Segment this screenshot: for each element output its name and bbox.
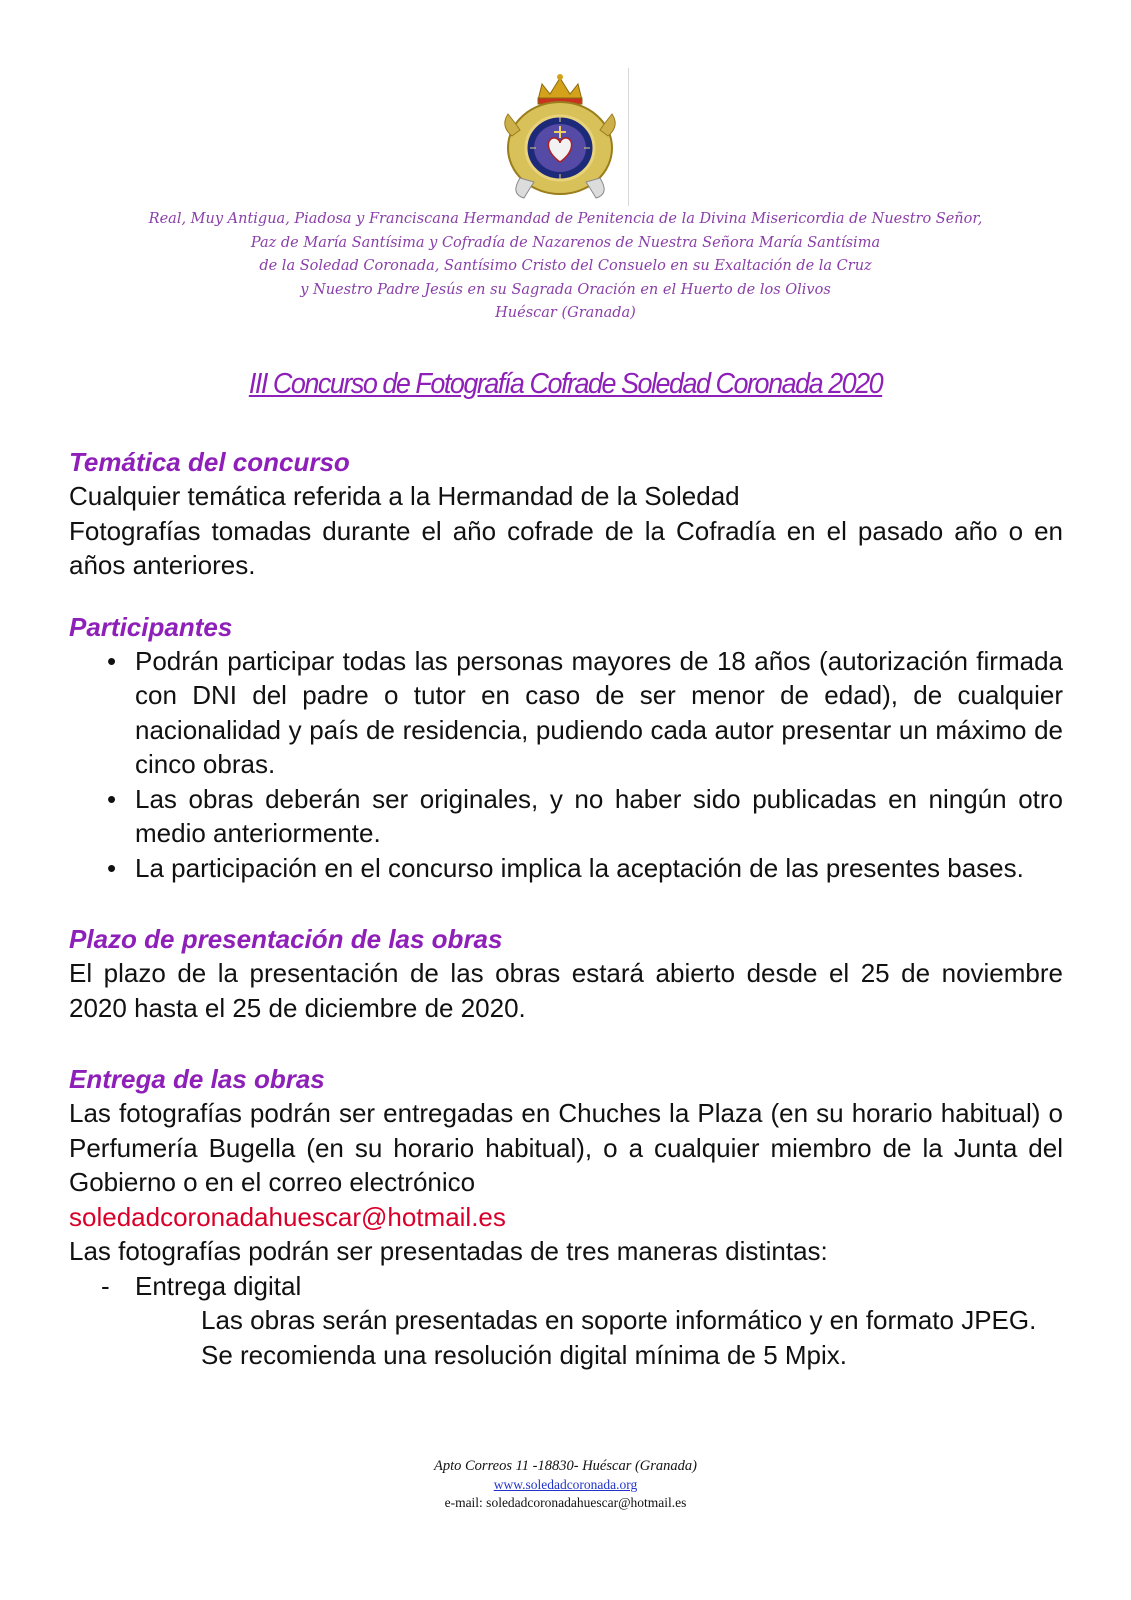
section-heading-entrega: Entrega de las obras (69, 1064, 325, 1094)
list-item-text: Las obras deberán ser originales, y no haber sido publicadas en ningún otro medio anteriormente. (135, 783, 1063, 848)
list-item (69, 782, 1063, 851)
entrega-text: Las fotografías podrán ser entregadas en Chuches la Plaza (en su horario habitual) o Perfumería Bugella (en su horario habitual), o a cualquier miembro de la Junta del Gobierno o en el correo electrónico (69, 1098, 1063, 1197)
list-item-text: La participación en el concurso implica la aceptación de las presentes bases. (135, 852, 1024, 883)
mode-item-label: Entrega digital (135, 1270, 302, 1301)
brotherhood-line: Huéscar (Granada) (495, 305, 636, 321)
section-heading-tematica: Temática del concurso (69, 447, 350, 477)
page-footer (0, 1457, 1131, 1512)
brotherhood-line: Real, Muy Antigua, Piadosa y Franciscana Hermandad de Penitencia de la Divina Misericordia de Nuestro Señor, (148, 211, 983, 227)
contact-email-link[interactable]: soledadcoronadahuescar@hotmail.es (69, 1201, 506, 1232)
section-heading-participantes: Participantes (69, 611, 233, 642)
brotherhood-header (0, 208, 1131, 326)
brotherhood-line: y Nuestro Padre Jesús en su Sagrada Oración en el Huerto de los Olivos (300, 281, 831, 298)
digital-recommendation: Se recomienda una resolución digital mínima de 5 Mpix. (201, 1339, 848, 1370)
plazo-text: El plazo de la presentación de las obras estará abierto desde el 25 de noviembre 2020 hasta el 25 de diciembre de 2020. (69, 958, 1063, 1023)
bullet-icon: • (107, 783, 117, 814)
entrega-modes-intro: Las fotografías podrán ser presentadas de tres maneras distintas: (69, 1236, 828, 1266)
section-heading-plazo: Plazo de presentación de las obras (69, 924, 503, 954)
tematica-line: Fotografías tomadas durante el año cofrade de la Cofradía en el pasado año o en años anteriores. (69, 515, 1063, 580)
participantes-list (69, 644, 1063, 886)
footer-website-link[interactable]: www.soledadcoronada.org (493, 1477, 638, 1492)
crest-emblem-icon (490, 66, 630, 206)
mode-item-digital (69, 1269, 1063, 1304)
brotherhood-line: de la Soledad Coronada, Santísimo Cristo del Consuelo en su Exaltación de la Cruz (259, 258, 872, 274)
bullet-icon: • (107, 645, 117, 676)
tematica-line: Cualquier temática referida a la Hermandad de la Soledad (69, 481, 740, 511)
crest-divider (628, 68, 629, 206)
digital-description: Las obras serán presentadas en soporte informático y en formato JPEG. (201, 1305, 1037, 1335)
contest-title: III Concurso de Fotografía Cofrade Soledad Coronada 2020 (248, 368, 883, 400)
document-body (69, 445, 1063, 1372)
footer-email: e-mail: soledadcoronadahuescar@hotmail.es (444, 1495, 687, 1510)
bullet-icon: • (107, 852, 117, 883)
dash-icon: - (101, 1270, 110, 1301)
list-item (69, 644, 1063, 782)
list-item (69, 851, 1063, 886)
footer-address: Apto Correos 11 -18830- Huéscar (Granada) (434, 1458, 697, 1474)
list-item-text: Podrán participar todas las personas mayores de 18 años (autorización firmada con DNI del padre o tutor en caso de ser menor de edad), de cualquier nacionalidad y país de residencia, pudiendo cada autor presentar un máximo de cinco obras. (135, 645, 1063, 779)
brotherhood-line: Paz de María Santísima y Cofradía de Nazarenos de Nuestra Señora María Santísima (250, 234, 881, 251)
